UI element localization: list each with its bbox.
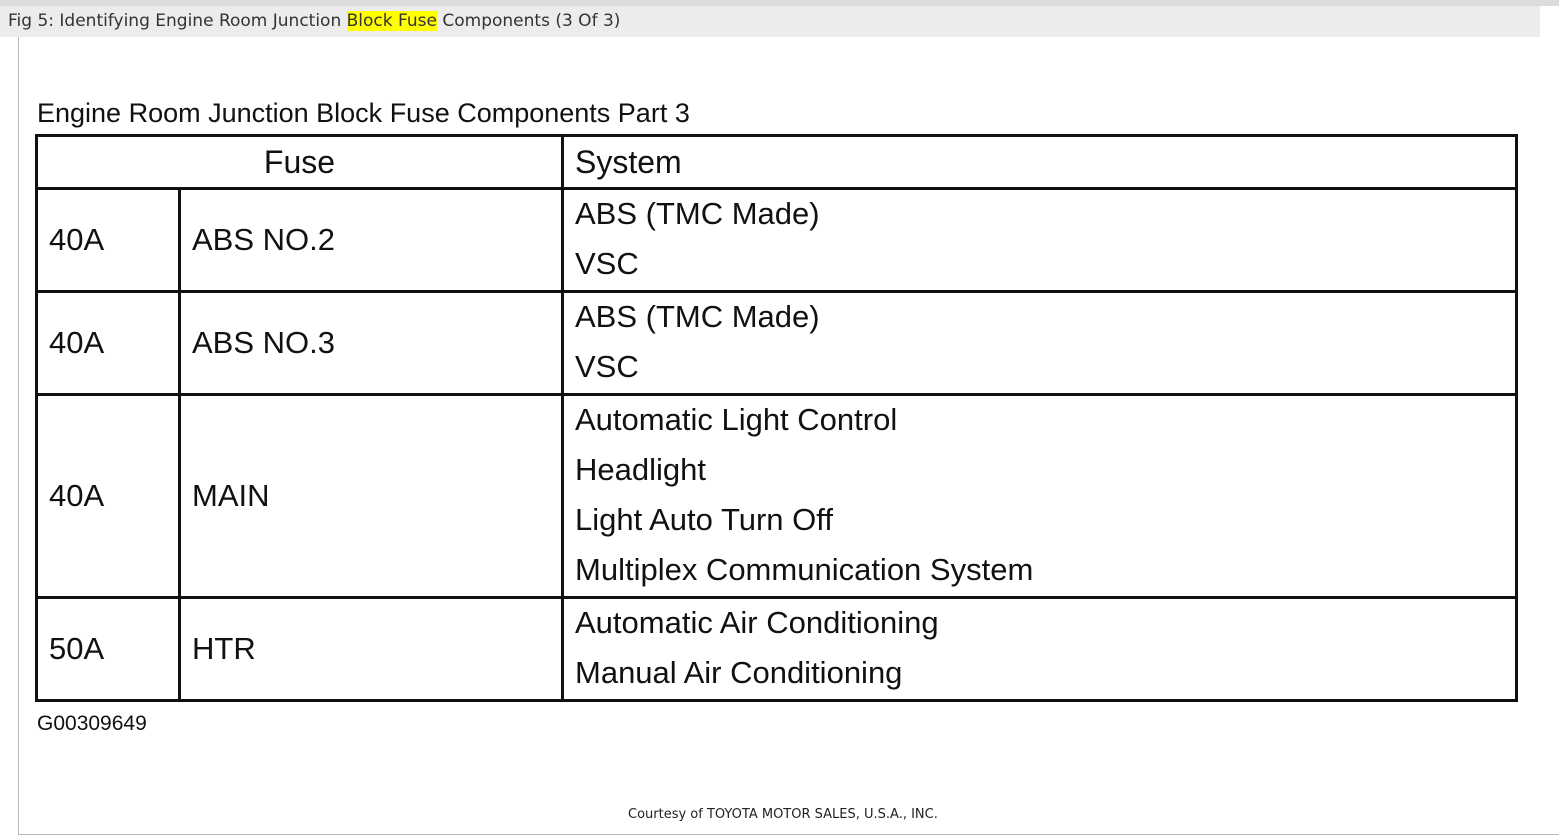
table-row [37,598,1517,701]
system-item: VSC [575,246,639,281]
system-item: Automatic Light Control [575,402,898,437]
system-item: Multiplex Communication System [575,552,1034,587]
caption-suffix: Components (3 Of 3) [436,11,621,31]
fuse-amperage: 50A [37,598,180,701]
figure-id: G00309649 [37,712,147,735]
figure-title: Engine Room Junction Block Fuse Components Part 3 [37,98,690,128]
system-item: ABS (TMC Made) [575,299,820,334]
fuse-name: ABS NO.3 [180,292,563,395]
fuse-systems [563,598,1517,701]
caption-prefix: Fig 5: Identifying Engine Room Junction [8,11,347,31]
system-item: ABS (TMC Made) [575,196,820,231]
courtesy-line: Courtesy of TOYOTA MOTOR SALES, U.S.A., INC. [628,807,938,822]
fuse-systems [563,189,1517,292]
caption-highlight: Block Fuse [346,11,437,31]
system-item: Headlight [575,452,706,487]
fuse-name: MAIN [180,395,563,598]
system-item: Automatic Air Conditioning [575,605,939,640]
figure-caption [0,6,1540,37]
table-row [37,189,1517,292]
table-row [37,395,1517,598]
fuse-amperage: 40A [37,292,180,395]
table-header-row [37,136,1517,189]
fuse-systems [563,395,1517,598]
fuse-name: ABS NO.2 [180,189,563,292]
system-item: Manual Air Conditioning [575,655,903,690]
fuse-amperage: 40A [37,395,180,598]
system-item: VSC [575,349,639,384]
fuse-amperage: 40A [37,189,180,292]
table-row [37,292,1517,395]
header-fuse: Fuse [37,136,563,189]
fuse-name: HTR [180,598,563,701]
system-item: Light Auto Turn Off [575,502,833,537]
fuse-table [35,134,1518,702]
header-system: System [563,136,1517,189]
fuse-systems [563,292,1517,395]
